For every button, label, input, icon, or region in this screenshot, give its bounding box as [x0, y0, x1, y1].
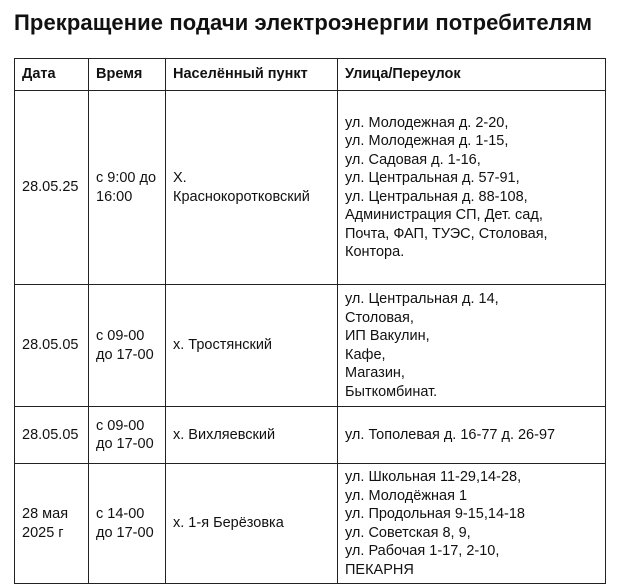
locality-cell: Х. Краснокоротковский [166, 91, 338, 285]
column-header-locality: Населённый пункт [166, 59, 338, 91]
outage-table [14, 58, 606, 584]
streets-cell: ул. Школьная 11-29,14-28, ул. Молодёжная 1 ул. Продольная 9-15,14-18 ул. Советская 8, 9, ул. Рабочая 1-17, 2-10, ПЕКАРНЯ [338, 464, 606, 584]
time-cell: с 09-00 до 17-00 [89, 285, 166, 407]
table-header-row [15, 59, 606, 91]
date-cell: 28.05.05 [15, 285, 89, 407]
table-row [15, 91, 606, 285]
date-cell: 28.05.05 [15, 407, 89, 464]
column-header-time: Время [89, 59, 166, 91]
time-cell: с 9:00 до 16:00 [89, 91, 166, 285]
streets-cell: ул. Молодежная д. 2-20, ул. Молодежная д. 1-15, ул. Садовая д. 1-16, ул. Центральная д. 57-91, ул. Центральная д. 88-108, Администрация СП, Дет. сад, Почта, ФАП, ТУЭС, Столовая, Контора. [338, 91, 606, 285]
locality-cell: х. Тростянский [166, 285, 338, 407]
table-row [15, 407, 606, 464]
time-cell: с 09-00 до 17-00 [89, 407, 166, 464]
table-row [15, 285, 606, 407]
date-cell: 28.05.25 [15, 91, 89, 285]
date-cell: 28 мая 2025 г [15, 464, 89, 584]
page-title: Прекращение подачи электроэнергии потребителям [14, 10, 593, 35]
streets-cell: ул. Тополевая д. 16-77 д. 26-97 [338, 407, 606, 464]
column-header-streets: Улица/Переулок [338, 59, 606, 91]
streets-cell: ул. Центральная д. 14, Столовая, ИП Вакулин, Кафе, Магазин, Быткомбинат. [338, 285, 606, 407]
column-header-date: Дата [15, 59, 89, 91]
locality-cell: х. 1-я Берёзовка [166, 464, 338, 584]
table-row [15, 464, 606, 584]
time-cell: с 14-00 до 17-00 [89, 464, 166, 584]
locality-cell: х. Вихляевский [166, 407, 338, 464]
